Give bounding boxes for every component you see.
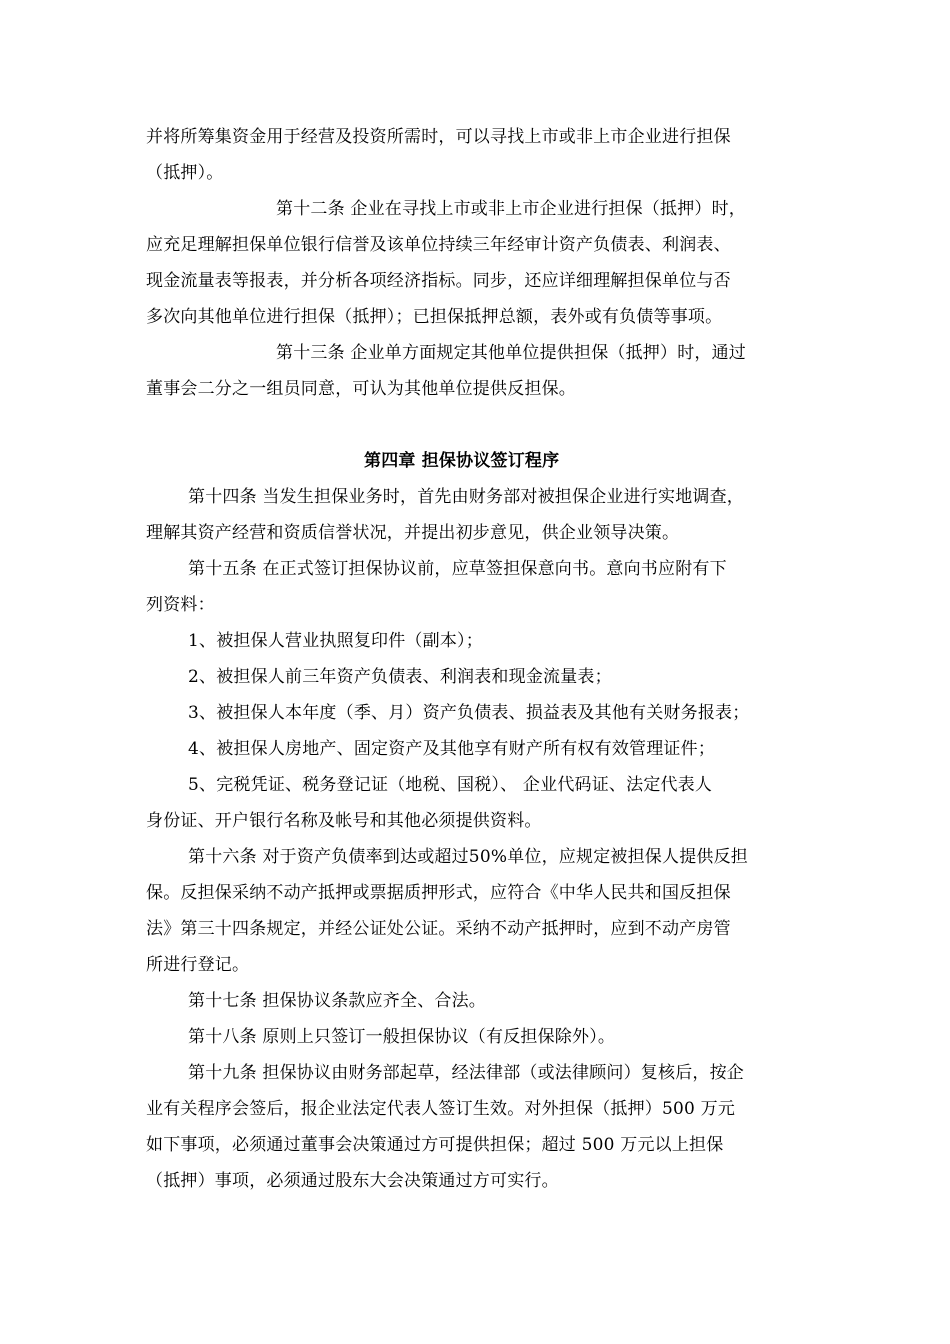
list-item: 3、被担保人本年度（季、月）资产负债表、损益表及其他有关财务报表； bbox=[188, 703, 750, 723]
text-line: 第十七条 担保协议条款应齐全、合法。 bbox=[188, 991, 487, 1011]
text-line: 第十九条 担保协议由财务部起草，经法律部（或法律顾问）复核后，按企 bbox=[188, 1063, 745, 1083]
text-line: 第十四条 当发生担保业务时，首先由财务部对被担保企业进行实地调查， bbox=[188, 487, 745, 507]
text-line: 理解其资产经营和资质信誉状况，并提出初步意见，供企业领导决策。 bbox=[146, 523, 680, 543]
text-line: 应充足理解担保单位银行信誉及该单位持续三年经审计资产负债表、利润表、 bbox=[146, 235, 731, 255]
text-line: 法》第三十四条规定，并经公证处公证。采纳不动产抵押时，应到不动产房管 bbox=[146, 919, 731, 939]
list-item: 5、完税凭证、税务登记证（地税、国税）、 企业代码证、法定代表人 bbox=[188, 775, 713, 795]
list-item: 2、被担保人前三年资产负债表、利润表和现金流量表； bbox=[188, 667, 612, 687]
text-line: 保。反担保采纳不动产抵押或票据质押形式，应符合《中华人民共和国反担保 bbox=[146, 883, 731, 903]
text-line: 第十二条 企业在寻找上市或非上市企业进行担保（抵押）时， bbox=[276, 199, 747, 219]
text-line: 业有关程序会签后，报企业法定代表人签订生效。对外担保（抵押）500 万元 bbox=[146, 1099, 736, 1119]
text-line: 列资料： bbox=[146, 595, 215, 615]
text-line: 所进行登记。 bbox=[146, 955, 250, 975]
text-line: 第十八条 原则上只签订一般担保协议（有反担保除外）。 bbox=[188, 1027, 616, 1047]
text-line: 现金流量表等报表，并分析各项经济指标。同步，还应详细理解担保单位与否 bbox=[146, 271, 731, 291]
text-line: 第十六条 对于资产负债率到达或超过50%单位，应规定被担保人提供反担 bbox=[188, 847, 748, 867]
text-line: 第十三条 企业单方面规定其他单位提供担保（抵押）时，通过 bbox=[276, 343, 747, 363]
chapter-heading: 第四章 担保协议签订程序 bbox=[364, 451, 560, 471]
text-line: 并将所筹集资金用于经营及投资所需时，可以寻找上市或非上市企业进行担保 bbox=[146, 127, 731, 147]
text-line: （抵押）。 bbox=[146, 163, 224, 183]
text-line: 身份证、开户银行名称及帐号和其他必须提供资料。 bbox=[146, 811, 542, 831]
text-line: 第十五条 在正式签订担保协议前，应草签担保意向书。意向书应附有下 bbox=[188, 559, 727, 579]
text-line: （抵押）事项，必须通过股东大会决策通过方可实行。 bbox=[146, 1171, 559, 1191]
text-line: 董事会二分之一组员同意，可认为其他单位提供反担保。 bbox=[146, 379, 576, 399]
list-item: 1、被担保人营业执照复印件（副本）； bbox=[188, 631, 483, 651]
text-line: 多次向其他单位进行担保（抵押）；已担保抵押总额，表外或有负债等事项。 bbox=[146, 307, 723, 327]
text-line: 如下事项，必须通过董事会决策通过方可提供担保；超过 500 万元以上担保 bbox=[146, 1135, 724, 1155]
list-item: 4、被担保人房地产、固定资产及其他享有财产所有权有效管理证件； bbox=[188, 739, 716, 759]
